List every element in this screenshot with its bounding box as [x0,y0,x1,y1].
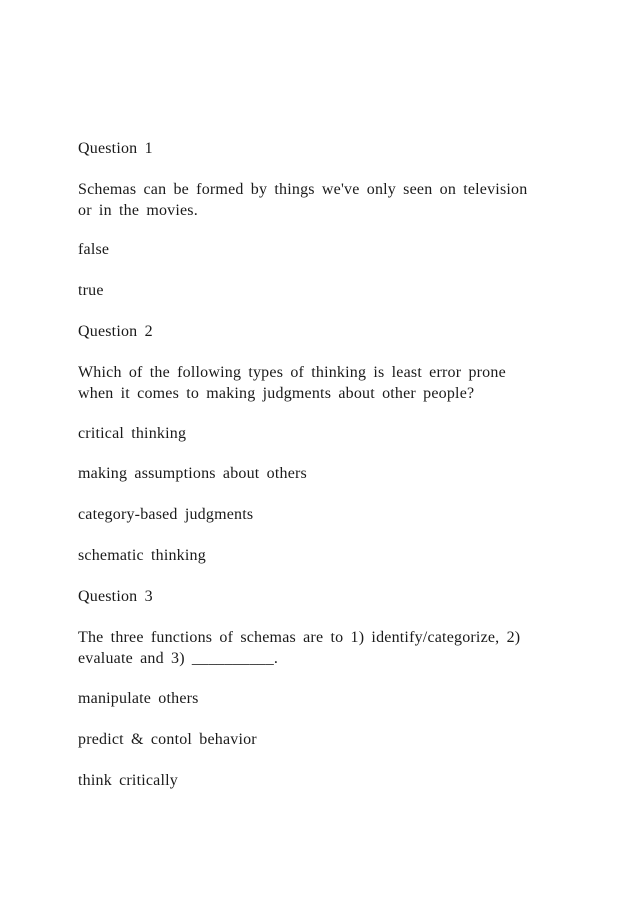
question-3-option-1: manipulate others [78,690,199,707]
question-2-option-2: making assumptions about others [78,465,307,482]
question-1-heading: Question 1 [78,140,153,157]
question-1-option-1: false [78,241,110,258]
question-2-option-4: schematic thinking [78,547,206,564]
question-1-option-2: true [78,282,104,299]
question-3-option-3: think critically [78,772,178,789]
question-2-option-1: critical thinking [78,425,187,442]
question-3-prompt-line-2: evaluate and 3) __________. [78,650,279,667]
question-2-prompt-line-1: Which of the following types of thinking is least error prone [78,364,506,381]
question-3-option-2: predict & contol behavior [78,731,257,748]
question-2-heading: Question 2 [78,323,153,340]
question-3-prompt-line-1: The three functions of schemas are to 1) identify/categorize, 2) [78,629,521,646]
question-2-prompt-line-2: when it comes to making judgments about other people? [78,385,475,402]
question-2-option-3: category-based judgments [78,506,254,523]
question-1-prompt-line-1: Schemas can be formed by things we've only seen on television [78,181,528,198]
question-1-prompt-line-2: or in the movies. [78,202,198,219]
question-3-heading: Question 3 [78,588,153,605]
